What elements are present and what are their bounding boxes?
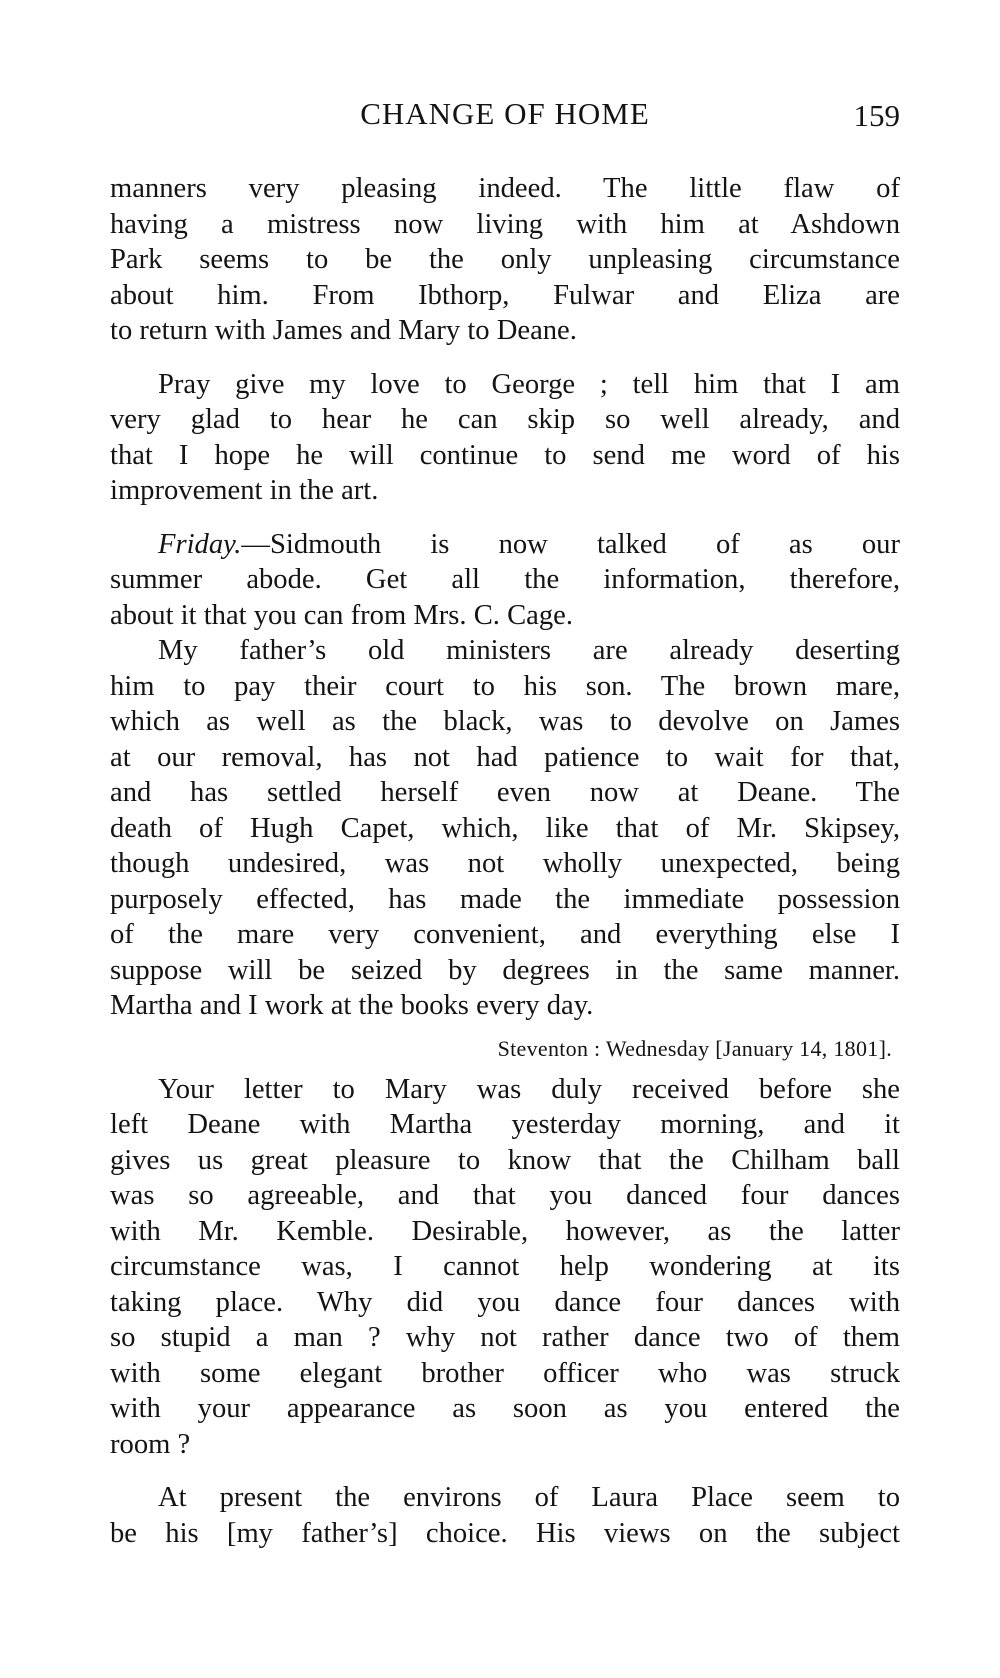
text-line: manners very pleasing indeed. The little flaw of (110, 173, 900, 204)
text-line (110, 527, 900, 563)
text-line: to return with James and Mary to Deane. (110, 315, 577, 346)
text-line: with some elegant brother officer who was struck (110, 1357, 900, 1389)
text-line: summer abode. Get all the information, therefore, (110, 564, 900, 595)
text-line: him to pay their court to his son. The brown mare, (110, 670, 900, 702)
text-line: with your appearance as soon as you entered the (110, 1393, 900, 1424)
text-line: My father’s old ministers are already deserting (158, 635, 900, 666)
text-line: room ? (110, 1428, 191, 1460)
text-fragment: —Sidmouth is now talked of as our (241, 528, 900, 560)
text-line: At present the environs of Laura Place seem to (158, 1482, 900, 1513)
text-line: having a mistress now living with him at Ashdown (110, 208, 900, 240)
running-title: CHANGE OF HOME (360, 96, 650, 131)
text-line: and has settled herself even now at Deane. The (110, 777, 900, 808)
text-line: gives us great pleasure to know that the Chilham ball (110, 1144, 900, 1176)
text-line: Pray give my love to George ; tell him that I am (158, 368, 900, 400)
paragraph (110, 367, 900, 509)
text-line: suppose will be seized by degrees in the same manner. (110, 954, 900, 986)
text-line: with Mr. Kemble. Desirable, however, as the latter (110, 1215, 900, 1247)
text-line: Park seems to be the only unpleasing circumstance (110, 244, 900, 275)
text-line: was so agreeable, and that you danced four dances (110, 1180, 900, 1211)
paragraph (110, 527, 900, 634)
text-line: at our removal, has not had patience to wait for that, (110, 741, 900, 773)
paragraph (110, 633, 900, 1024)
text-line: Your letter to Mary was duly received before she (158, 1073, 900, 1105)
text-line: Martha and I work at the books every day. (110, 990, 594, 1021)
text-line: of the mare very convenient, and everything else I (110, 919, 900, 950)
text-line: that I hope he will continue to send me word of his (110, 439, 900, 471)
text-line: very glad to hear he can skip so well already, and (110, 404, 900, 435)
text-line: though undesired, was not wholly unexpected, being (110, 848, 900, 879)
day-heading: Friday. (158, 528, 242, 560)
page-number: 159 (853, 98, 900, 133)
text-line: so stupid a man ? why not rather dance two of them (110, 1322, 900, 1353)
body-text (110, 171, 900, 1551)
text-line: which as well as the black, was to devolve on James (110, 706, 900, 737)
text-line: about it that you can from Mrs. C. Cage. (110, 599, 573, 631)
paragraph (110, 1072, 900, 1463)
text-line: taking place. Why did you dance four dances with (110, 1286, 900, 1318)
text-line: left Deane with Martha yesterday morning, and it (110, 1109, 900, 1140)
paragraph (110, 171, 900, 349)
letter-dateline: Steventon : Wednesday [January 14, 1801]. (497, 1035, 892, 1061)
text-line: death of Hugh Capet, which, like that of Mr. Skipsey, (110, 812, 900, 844)
text-line: purposely effected, has made the immediate possession (110, 883, 900, 915)
paragraph (110, 1480, 900, 1551)
text-line: about him. From Ibthorp, Fulwar and Eliza are (110, 279, 900, 311)
running-head (110, 92, 900, 136)
text-line: improvement in the art. (110, 475, 379, 506)
text-line: be his [my father’s] choice. His views on the subject (110, 1517, 900, 1549)
text-line: circumstance was, I cannot help wondering at its (110, 1251, 900, 1282)
